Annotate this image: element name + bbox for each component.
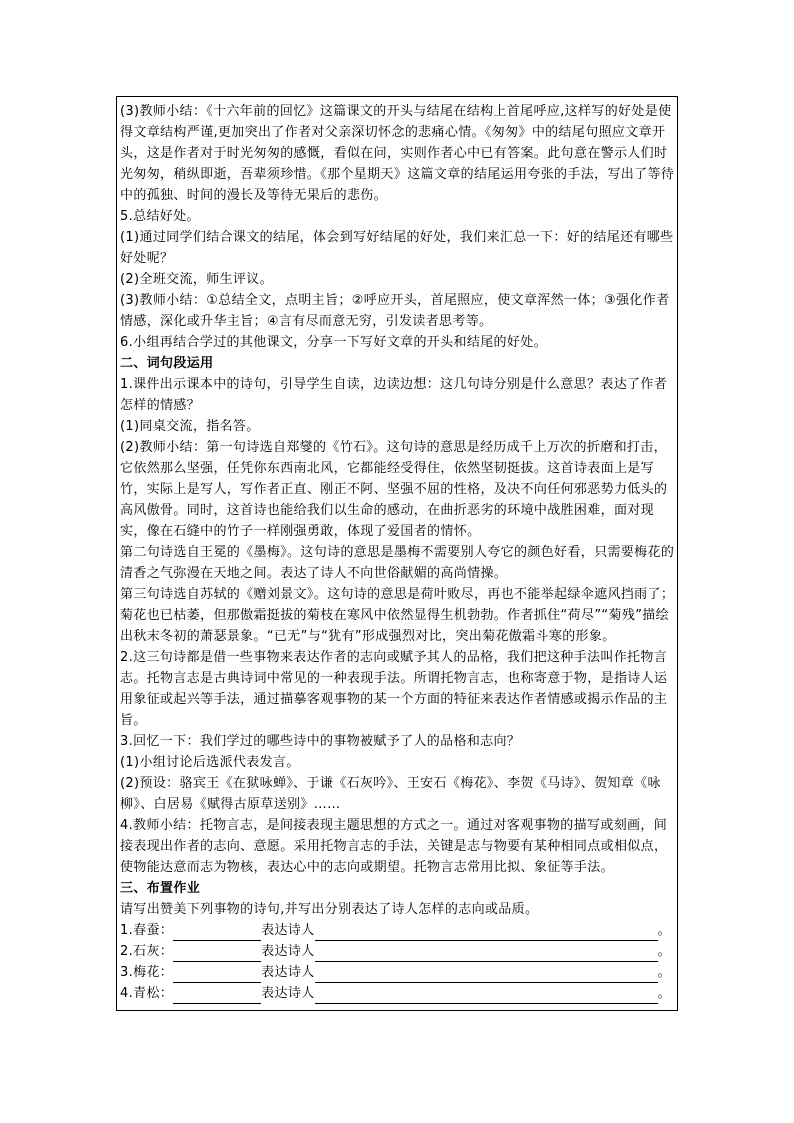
lesson-plan-table-cell bbox=[116, 96, 678, 1011]
answer-blank[interactable] bbox=[315, 947, 658, 962]
answer-blank[interactable] bbox=[173, 947, 261, 962]
homework-prompt: 请写出赞美下列事物的诗句,并写出分别表达了诗人怎样的志向或品质。 bbox=[120, 902, 539, 917]
paragraph: (2)教师小结：第一句诗选自郑燮的《竹石》。这句诗的意思是经历成千上万次的折磨和打击，它依然那么坚强，任凭你东西南北风，它都能经受得住，依然坚韧挺拔。这首诗表面上是写竹，实际上是写人，写作者正直、刚正不阿、坚强不屈的性格，及决不向任何邪恶势力低头的高风傲骨。同时，这首诗也能给我们以生命的感动，在曲折恶劣的环境中战胜困难，面对现实，像在石缝中的竹子一样刚强勇敢，体现了爱国者的情怀。 bbox=[120, 440, 668, 539]
fill-in-row bbox=[120, 941, 677, 962]
paragraph: 5.总结好处。 bbox=[120, 209, 200, 224]
paragraph: 第三句诗选自苏轼的《赠刘景文》。这句诗的意思是荷叶败尽，再也不能举起绿伞遮风挡雨了；菊花也已枯萎，但那傲霜挺拔的菊枝在寒风中依然显得生机勃勃。作者抓住“荷尽”“菊残”描绘出秋末冬初的萧瑟景象。“已无”与“犹有”形成强烈对比，突出菊花傲霜斗寒的形象。 bbox=[120, 587, 675, 644]
fill-mid-text: 表达诗人 bbox=[261, 944, 315, 959]
paragraph: (1)同桌交流，指名答。 bbox=[120, 419, 260, 434]
fill-label: 2.石灰： bbox=[120, 944, 174, 959]
paragraph: 2.这三句诗都是借一些事物来表达作者的志向或赋予其人的品格，我们把这种手法叫作托物言志。托物言志是古典诗词中常见的一种表现手法。所谓托物言志，也称寄意于物，是指诗人运用象征或起兴等手法，通过描摹客观事物的某一个方面的特征来表达作者情感或揭示作品的主旨。 bbox=[120, 650, 668, 728]
answer-blank[interactable] bbox=[315, 926, 658, 941]
section-heading: 三、布置作业 bbox=[120, 881, 201, 896]
paragraph: (2)全班交流，师生评议。 bbox=[120, 272, 273, 287]
fill-end-mark: 。 bbox=[657, 944, 671, 959]
fill-in-row bbox=[120, 920, 677, 941]
fill-end-mark: 。 bbox=[657, 923, 671, 938]
lesson-content bbox=[120, 101, 677, 1004]
paragraph: 3.回忆一下：我们学过的哪些诗中的事物被赋予了人的品格和志向？ bbox=[120, 734, 521, 749]
fill-mid-text: 表达诗人 bbox=[261, 986, 315, 1001]
paragraph: 第二句诗选自王冕的《墨梅》。这句诗的意思是墨梅不需要别人夸它的颜色好看，只需要梅花的清香之气弥漫在天地之间。表达了诗人不向世俗献媚的高尚情操。 bbox=[120, 545, 675, 581]
paragraph: 4.教师小结：托物言志，是间接表现主题思想的方式之一。通过对客观事物的描写或刻画，间接表现出作者的志向、意愿。采用托物言志的手法，关键是志与物要有某种相同点或相似点，使物能达意而志为物核，表达心中的志向或期望。托物言志常用比拟、象征等手法。 bbox=[120, 818, 668, 875]
paragraph: 1.课件出示课本中的诗句，引导学生自读，边读边想：这几句诗分别是什么意思？表达了作者怎样的情感？ bbox=[120, 377, 668, 413]
paragraph: (3)教师小结：①总结全文，点明主旨；②呼应开头，首尾照应，使文章浑然一体；③强化作者情感，深化或升华主旨；④言有尽而意无穷，引发读者思考等。 bbox=[120, 293, 670, 329]
paragraph: (1)通过同学们结合课文的结尾，体会到写好结尾的好处，我们来汇总一下：好的结尾还有哪些好处呢？ bbox=[120, 230, 674, 266]
paragraph: (1)小组讨论后选派代表发言。 bbox=[120, 755, 300, 770]
paragraph: (2)预设：骆宾王《在狱咏蝉》、于谦《石灰吟》、王安石《梅花》、李贺《马诗》、贺知章《咏柳》、白居易《赋得古原草送别》…… bbox=[120, 776, 661, 812]
fill-end-mark: 。 bbox=[657, 986, 671, 1001]
fill-label: 1.春蚕： bbox=[120, 923, 174, 938]
fill-in-row bbox=[120, 983, 677, 1004]
fill-mid-text: 表达诗人 bbox=[261, 923, 315, 938]
answer-blank[interactable] bbox=[173, 926, 261, 941]
answer-blank[interactable] bbox=[315, 968, 658, 983]
answer-blank[interactable] bbox=[315, 989, 658, 1004]
paragraph: 6.小组再结合学过的其他课文，分享一下写好文章的开头和结尾的好处。 bbox=[120, 335, 547, 350]
fill-in-row bbox=[120, 962, 677, 983]
answer-blank[interactable] bbox=[173, 968, 261, 983]
fill-mid-text: 表达诗人 bbox=[261, 965, 315, 980]
section-heading: 二、词句段运用 bbox=[120, 356, 214, 371]
paragraph: (3)教师小结：《十六年前的回忆》这篇课文的开头与结尾在结构上首尾呼应,这样写的好处是使得文章结构严谨,更加突出了作者对父亲深切怀念的悲痛心情。《匆匆》中的结尾句照应文章开头，这是作者对于时光匆匆的感慨，看似在问，实则作者心中已有答案。此句意在警示人们时光匆匆，稍纵即逝，吾辈须珍惜。《那个星期天》这篇文章的结尾运用夸张的手法，写出了等待中的孤独、时间的漫长及等待无果后的悲伤。 bbox=[120, 104, 675, 203]
fill-end-mark: 。 bbox=[657, 965, 671, 980]
fill-label: 4.青松： bbox=[120, 986, 174, 1001]
fill-label: 3.梅花： bbox=[120, 965, 174, 980]
answer-blank[interactable] bbox=[173, 989, 261, 1004]
